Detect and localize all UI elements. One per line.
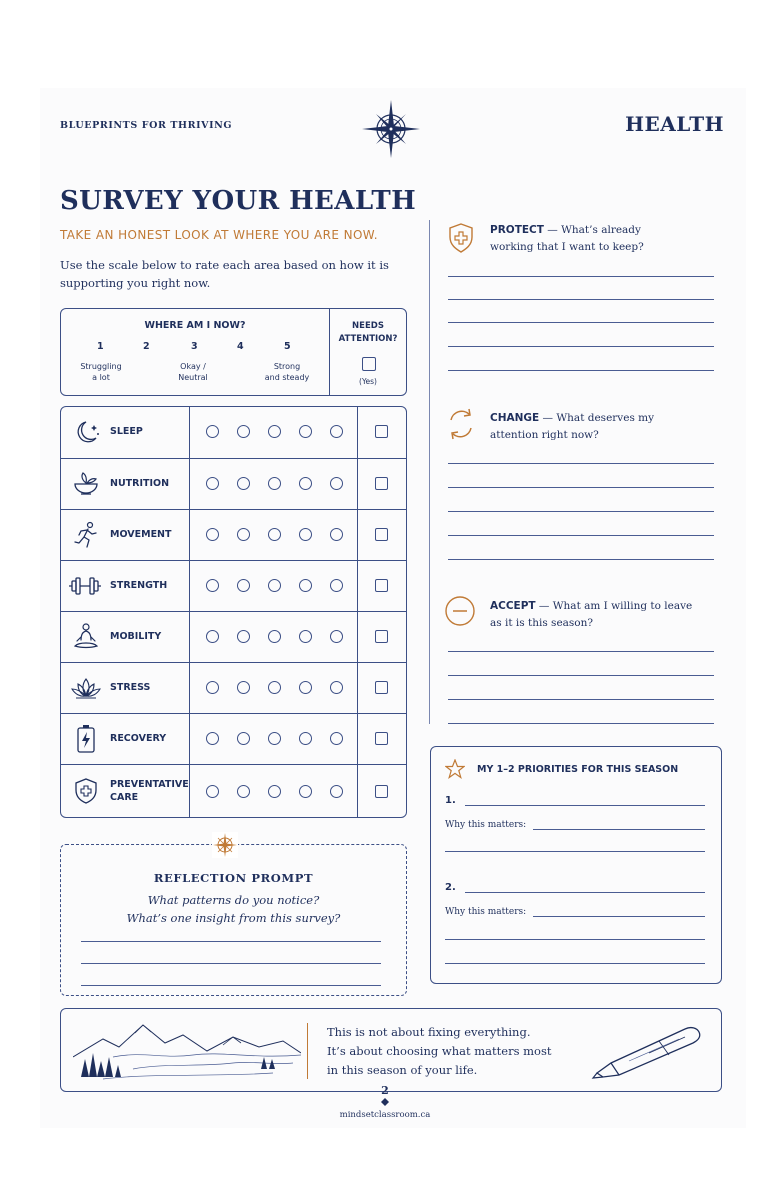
brand-name: BLUEPRINTS FOR THRIVING [60, 120, 233, 131]
rating-2[interactable] [237, 579, 250, 592]
dumbbell-icon [69, 574, 101, 598]
runner-icon [72, 521, 100, 549]
rating-3[interactable] [268, 785, 281, 798]
needs-attention-checkbox[interactable] [375, 579, 388, 592]
rating-1[interactable] [206, 732, 219, 745]
scale-legend [60, 308, 407, 396]
priority-number: 2. [445, 882, 456, 893]
scale-heading: WHERE AM I NOW? [144, 320, 246, 331]
rating-4[interactable] [299, 732, 312, 745]
area-label: RECOVERY [110, 733, 167, 744]
writing-line[interactable] [533, 916, 705, 917]
rating-2[interactable] [237, 630, 250, 643]
writing-line[interactable] [448, 535, 714, 536]
pen-icon [589, 1023, 707, 1079]
page-number: 2 [381, 1084, 389, 1097]
rating-5[interactable] [330, 579, 343, 592]
rating-5[interactable] [330, 630, 343, 643]
rating-5[interactable] [330, 732, 343, 745]
rating-4[interactable] [299, 579, 312, 592]
compass-star-icon [212, 832, 238, 858]
area-label: MOBILITY [110, 631, 162, 642]
rating-2[interactable] [237, 425, 250, 438]
rating-row-strength [61, 560, 406, 611]
scale-number: 3 [191, 341, 198, 352]
bowl-leaf-icon [72, 470, 100, 498]
needs-attention-checkbox[interactable] [375, 785, 388, 798]
writing-line[interactable] [81, 941, 381, 942]
page-title: SURVEY YOUR HEALTH [60, 186, 417, 216]
page-subtitle: TAKE AN HONEST LOOK AT WHERE YOU ARE NOW. [60, 228, 378, 242]
footer-divider [307, 1023, 308, 1079]
writing-line[interactable] [448, 487, 714, 488]
scale-number: 2 [143, 341, 150, 352]
writing-line[interactable] [448, 675, 714, 676]
shield-plus-icon [447, 222, 475, 254]
writing-line[interactable] [81, 963, 381, 964]
scale-desc-5: Strong and steady [264, 362, 310, 382]
area-label: PREVENTATIVE CARE [110, 779, 189, 803]
rating-1[interactable] [206, 785, 219, 798]
writing-line[interactable] [445, 963, 705, 964]
rating-3[interactable] [268, 630, 281, 643]
rating-5[interactable] [330, 425, 343, 438]
rating-3[interactable] [268, 681, 281, 694]
rating-5[interactable] [330, 681, 343, 694]
needs-attention-checkbox[interactable] [375, 681, 388, 694]
priority-number: 1. [445, 795, 456, 806]
needs-attention-heading: NEEDS ATTENTION? [338, 321, 398, 344]
writing-line[interactable] [533, 829, 705, 830]
writing-line[interactable] [448, 276, 714, 277]
rating-4[interactable] [299, 630, 312, 643]
needs-attention-checkbox[interactable] [375, 630, 388, 643]
diamond-icon [381, 1098, 389, 1106]
rating-row-nutrition [61, 458, 406, 509]
rating-row-stress [61, 662, 406, 713]
rating-grid [60, 406, 407, 818]
rating-1[interactable] [206, 425, 219, 438]
needs-attention-checkbox[interactable] [375, 425, 388, 438]
rating-row-sleep [61, 407, 406, 458]
writing-line[interactable] [448, 463, 714, 464]
website-url[interactable]: mindsetclassroom.ca [339, 1110, 431, 1120]
rating-row-mobility [61, 611, 406, 662]
writing-line[interactable] [448, 699, 714, 700]
compass-rose-icon [360, 98, 422, 160]
rating-1[interactable] [206, 630, 219, 643]
rating-1[interactable] [206, 681, 219, 694]
area-label: STRENGTH [110, 580, 168, 591]
writing-line[interactable] [445, 851, 705, 852]
minus-circle-icon [443, 594, 477, 628]
scale-number: 5 [284, 341, 291, 352]
writing-line[interactable] [448, 299, 714, 300]
writing-line[interactable] [448, 559, 714, 560]
needs-attention-checkbox[interactable] [375, 477, 388, 490]
writing-line[interactable] [445, 939, 705, 940]
rating-1[interactable] [206, 528, 219, 541]
rating-4[interactable] [299, 681, 312, 694]
lotus-icon [70, 675, 102, 701]
rating-2[interactable] [237, 785, 250, 798]
area-label: NUTRITION [110, 478, 170, 489]
writing-line[interactable] [448, 511, 714, 512]
rating-row-preventative-care [61, 764, 406, 817]
column-divider [429, 220, 430, 724]
scale-desc-3: Okay / Neutral [178, 362, 208, 382]
moon-stars-icon [73, 419, 101, 445]
accept-question: ACCEPT — What am I willing to leave as it is this season? [490, 600, 693, 629]
priorities-heading: MY 1–2 PRIORITIES FOR THIS SEASON [477, 764, 679, 775]
rating-3[interactable] [268, 477, 281, 490]
rating-3[interactable] [268, 732, 281, 745]
reflection-prompt-box [60, 844, 407, 996]
area-label: SLEEP [110, 426, 143, 437]
rating-3[interactable] [268, 528, 281, 541]
area-label: STRESS [110, 682, 151, 693]
battery-charge-icon [75, 724, 97, 754]
writing-line[interactable] [448, 322, 714, 323]
rating-4[interactable] [299, 528, 312, 541]
rating-4[interactable] [299, 425, 312, 438]
rating-4[interactable] [299, 477, 312, 490]
rating-1[interactable] [206, 579, 219, 592]
footer-banner [60, 1008, 722, 1092]
scale-desc-1: Struggling a lot [80, 362, 122, 382]
rating-5[interactable] [330, 785, 343, 798]
rating-row-movement [61, 509, 406, 560]
mountain-landscape-icon [73, 1017, 301, 1083]
rating-1[interactable] [206, 477, 219, 490]
star-icon [445, 759, 465, 779]
priority-line[interactable] [465, 892, 705, 893]
writing-line[interactable] [448, 651, 714, 652]
change-question: CHANGE — What deserves my attention right now? [490, 412, 655, 441]
writing-line[interactable] [448, 723, 714, 724]
scale-number: 4 [237, 341, 244, 352]
writing-line[interactable] [81, 985, 381, 986]
intro-text: Use the scale below to rate each area based on how it is supporting you right now. [60, 258, 389, 290]
needs-yes-label: (Yes) [359, 377, 377, 386]
writing-line[interactable] [448, 346, 714, 347]
why-label: Why this matters: [445, 907, 527, 917]
needs-attention-checkbox[interactable] [375, 732, 388, 745]
rating-5[interactable] [330, 477, 343, 490]
writing-line[interactable] [448, 370, 714, 371]
reflection-heading: REFLECTION PROMPT [153, 871, 314, 885]
rating-4[interactable] [299, 785, 312, 798]
protect-question: PROTECT — What’s already working that I want to keep? [490, 224, 644, 253]
footer-quote: This is not about fixing everything. It’s about choosing what matters most in this season of your life. [327, 1025, 552, 1077]
scale-number: 1 [97, 341, 104, 352]
rating-3[interactable] [268, 425, 281, 438]
why-label: Why this matters: [445, 820, 527, 830]
area-label: MOVEMENT [110, 529, 172, 540]
section-title: HEALTH [625, 112, 724, 136]
rating-2[interactable] [237, 528, 250, 541]
rating-2[interactable] [237, 681, 250, 694]
rating-2[interactable] [237, 477, 250, 490]
needs-attention-checkbox-sample [362, 357, 376, 371]
needs-attention-checkbox[interactable] [375, 528, 388, 541]
rating-3[interactable] [268, 579, 281, 592]
priorities-box [430, 746, 722, 984]
priority-line[interactable] [465, 805, 705, 806]
reflection-questions: What patterns do you notice? What’s one insight from this survey? [126, 893, 341, 925]
shield-cross-icon [73, 777, 99, 805]
rating-2[interactable] [237, 732, 250, 745]
meditation-icon [71, 622, 101, 652]
rating-5[interactable] [330, 528, 343, 541]
rating-row-recovery [61, 713, 406, 764]
refresh-arrows-icon [445, 406, 477, 442]
